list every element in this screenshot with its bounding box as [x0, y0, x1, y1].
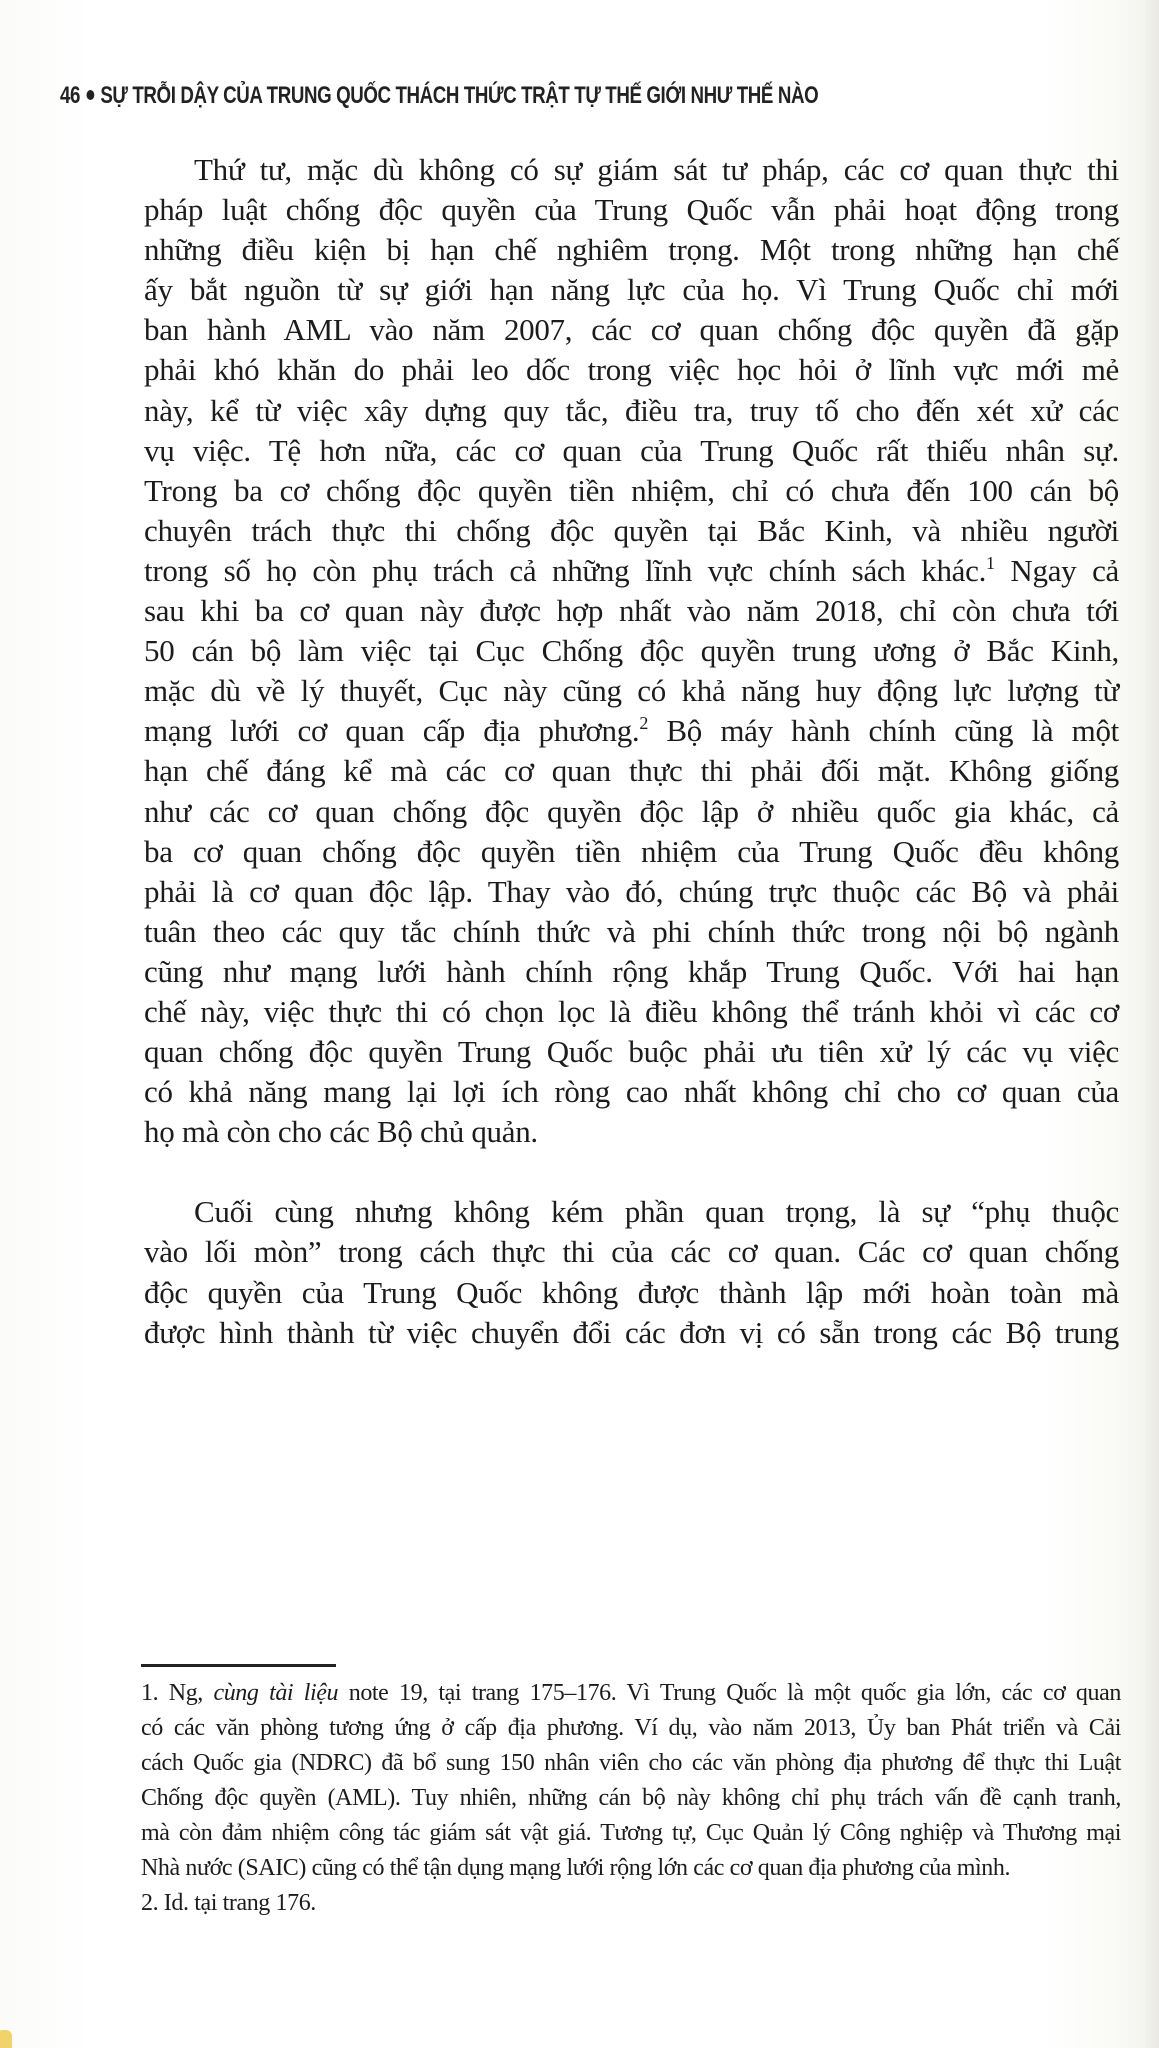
footnote-divider — [141, 1664, 336, 1667]
text-line: chuyên trách thực thi chống độc quyền tại Bắc Kinh, và nhiều người — [144, 512, 1119, 548]
text-line: ấy bắt nguồn từ sự giới hạn năng lực của họ. Vì Trung Quốc chỉ mới — [144, 272, 1119, 308]
text-segment: Bộ máy hành chính cũng là một — [648, 713, 1119, 749]
text-line: phải là cơ quan độc lập. Thay vào đó, chúng trực thuộc các Bộ và phải — [144, 873, 1119, 909]
text-line: độc quyền của Trung Quốc không được thành lập mới hoàn toàn mà — [144, 1274, 1119, 1310]
text-line: được hình thành từ việc chuyển đổi các đơn vị có sẵn trong các Bộ trung — [144, 1314, 1119, 1350]
text-line: chế này, việc thực thi có chọn lọc là điều không thể tránh khỏi vì các cơ — [144, 993, 1119, 1029]
text-line: có khả năng mang lại lợi ích ròng cao nhất không chỉ cho cơ quan của — [144, 1074, 1119, 1110]
text-line: Trong ba cơ chống độc quyền tiền nhiệm, chỉ có chưa đến 100 cán bộ — [144, 472, 1119, 508]
text-segment: trong số họ còn phụ trách cả những lĩnh vực chính sách khác. — [144, 552, 987, 588]
paragraph-2 — [144, 1192, 1119, 1352]
text-line: vụ việc. Tệ hơn nữa, các cơ quan của Trung Quốc rất thiếu nhân sự. — [144, 432, 1119, 468]
body-text — [144, 150, 1119, 1353]
footnote-ref-2[interactable]: 2 — [639, 713, 649, 734]
text-line: ba cơ quan chống độc quyền tiền nhiệm của Trung Quốc đều không — [144, 833, 1119, 869]
text-line: pháp luật chống độc quyền của Trung Quốc vẫn phải hoạt động trong — [144, 192, 1119, 228]
text-line-with-footnote-2 — [144, 711, 1119, 751]
text-line: những điều kiện bị hạn chế nghiêm trọng. Một trong những hạn chế — [144, 232, 1119, 268]
paragraph-1 — [144, 150, 1119, 1152]
text-line: này, kể từ việc xây dựng quy tắc, điều tra, truy tố cho đến xét xử các — [144, 392, 1119, 428]
paragraph-spacer — [144, 1152, 1119, 1192]
running-header — [60, 82, 840, 110]
footnote-ref-1[interactable]: 1 — [986, 552, 995, 573]
footnote-1-line: mà còn đảm nhiệm công tác giám sát vật giá. Tương tự, Cục Quản lý Công nghiệp và Thương mại — [141, 1820, 1121, 1846]
footnotes — [141, 1676, 1121, 1921]
text-segment: Ngay cả — [994, 552, 1119, 588]
text-line: mặc dù về lý thuyết, Cục này cũng có khả năng huy động lực lượng từ — [144, 673, 1119, 709]
text-line: họ mà còn cho các Bộ chủ quản. — [144, 1114, 538, 1150]
page-edge-shadow — [1145, 0, 1159, 2048]
footnote-2: 2. Id. tại trang 176. — [141, 1890, 316, 1916]
text-line: hạn chế đáng kể mà các cơ quan thực thi phải đối mặt. Không giống — [144, 753, 1119, 789]
italic-citation: cùng tài liệu — [213, 1680, 339, 1706]
text-line: cũng như mạng lưới hành chính rộng khắp Trung Quốc. Với hai hạn — [144, 953, 1119, 989]
text-line: 50 cán bộ làm việc tại Cục Chống độc quyền trung ương ở Bắc Kinh, — [144, 633, 1119, 669]
footnote-1-line: Chống độc quyền (AML). Tuy nhiên, những cán bộ này không chỉ phụ trách vấn đề cạnh tranh, — [141, 1785, 1121, 1811]
footnote-1-line: Nhà nước (SAIC) cũng có thể tận dụng mạng lưới rộng lớn các cơ quan địa phương của mình. — [141, 1855, 1011, 1881]
bullet-icon — [86, 90, 94, 100]
text-segment: 1. Ng, — [141, 1680, 214, 1706]
text-line: tuân theo các quy tắc chính thức và phi chính thức trong nội bộ ngành — [144, 913, 1119, 949]
running-title: SỰ TRỖI DẬY CỦA TRUNG QUỐC THÁCH THỨC TRẬT TỰ THẾ GIỚI NHƯ THẾ NÀO — [100, 82, 819, 109]
text-line: phải khó khăn do phải leo dốc trong việc học hỏi ở lĩnh vực mới mẻ — [144, 352, 1119, 388]
text-segment: note 19, tại trang 175–176. Vì Trung Quốc là một quốc gia lớn, các cơ quan — [338, 1680, 1121, 1706]
text-line: quan chống độc quyền Trung Quốc buộc phải ưu tiên xử lý các vụ việc — [144, 1034, 1119, 1070]
text-line: Cuối cùng nhưng không kém phần quan trọng, là sự “phụ thuộc — [194, 1194, 1119, 1230]
text-segment: mạng lưới cơ quan cấp địa phương. — [144, 713, 640, 749]
text-line: vào lối mòn” trong cách thực thi của các cơ quan. Các cơ quan chống — [144, 1234, 1119, 1270]
page-corner-tab — [0, 2030, 12, 2048]
text-line: ban hành AML vào năm 2007, các cơ quan chống độc quyền đã gặp — [144, 312, 1119, 348]
text-line-with-footnote-1 — [144, 551, 1119, 591]
text-line: sau khi ba cơ quan này được hợp nhất vào năm 2018, chỉ còn chưa tới — [144, 593, 1119, 629]
text-line: Thứ tư, mặc dù không có sự giám sát tư pháp, các cơ quan thực thi — [194, 152, 1119, 187]
footnote-1-line — [141, 1676, 1121, 1711]
page-number: 46 — [60, 82, 81, 109]
footnote-1-line: cách Quốc gia (NDRC) đã bổ sung 150 nhân viên cho các văn phòng địa phương để thực thi Luật — [141, 1750, 1121, 1776]
footnote-1-line: có các văn phòng tương ứng ở cấp địa phương. Ví dụ, vào năm 2013, Ủy ban Phát triển và Cải — [141, 1715, 1121, 1741]
text-line: như các cơ quan chống độc quyền độc lập ở nhiều quốc gia khác, cả — [144, 793, 1119, 829]
